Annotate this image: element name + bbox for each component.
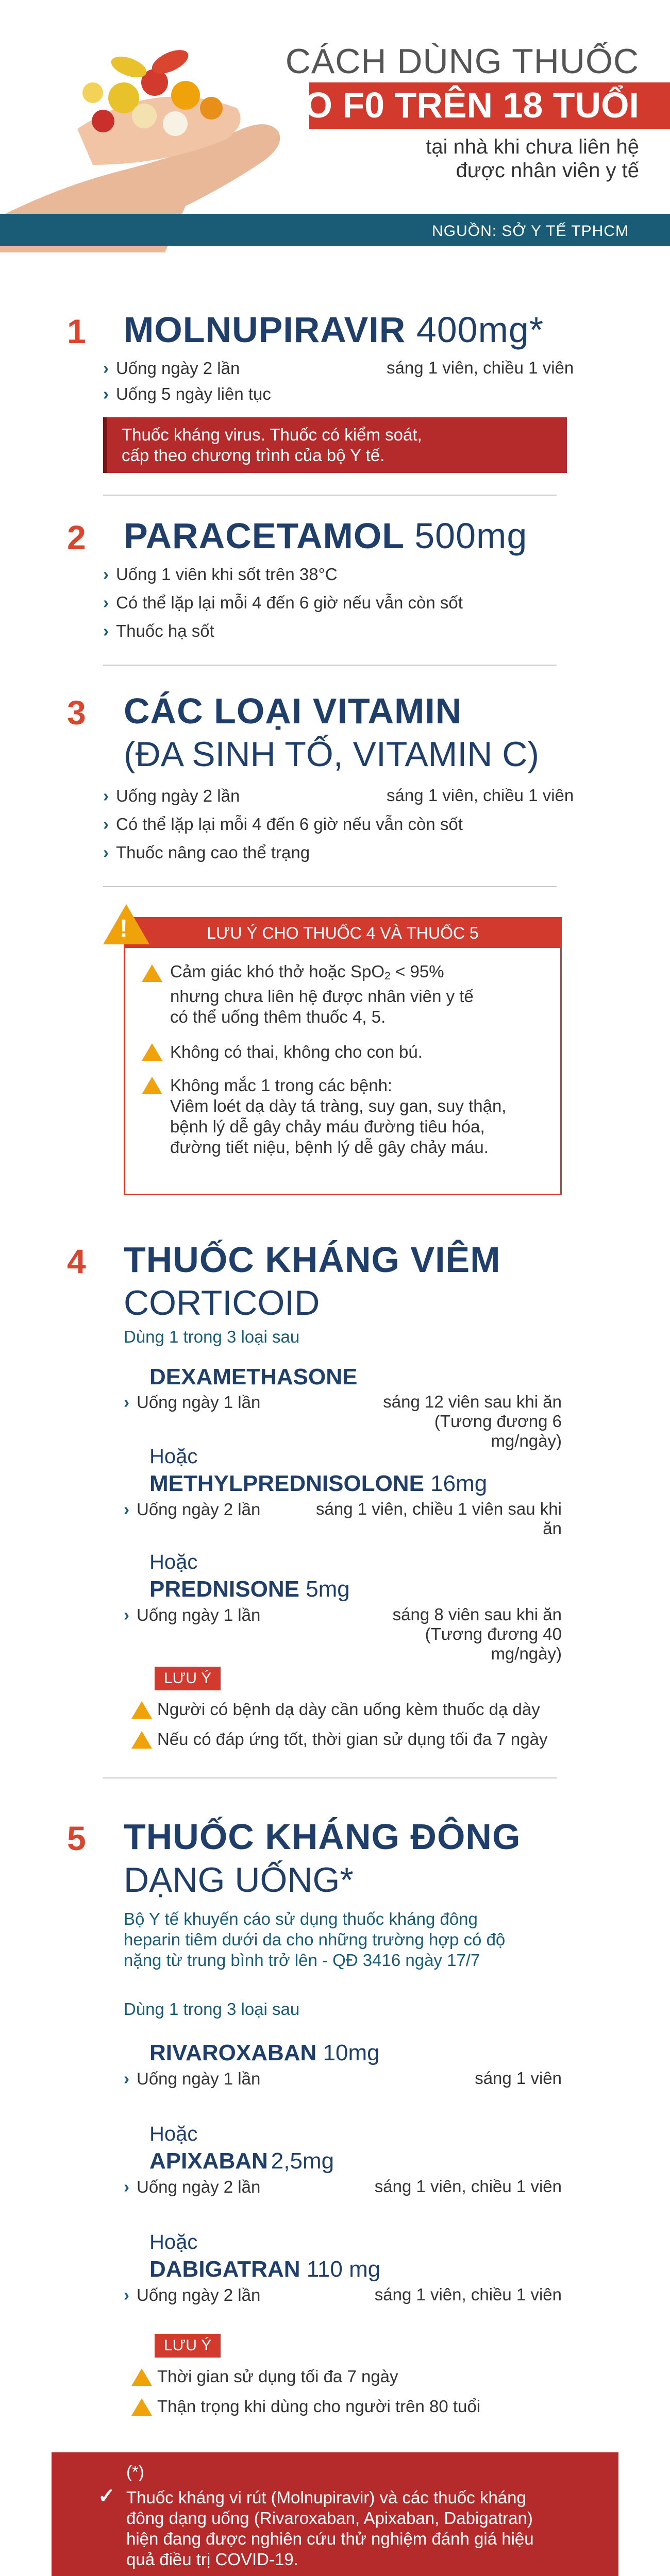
choose-one-note: Dùng 1 trong 3 loại sau [124, 1327, 300, 1346]
drug-name: PREDNISONE 5mg [149, 1577, 350, 1602]
chevron-right-icon: › [103, 359, 109, 378]
warning-item-3: Không mắc 1 trong các bệnh: Viêm loét dạ dày tá tràng, suy gan, suy thận, bệnh lý dễ gây chảy máu đường tiêu hóa, đường tiết niệu, bệnh lý dễ gây chảy máu. [170, 1076, 507, 1157]
chevron-right-icon: › [103, 843, 109, 862]
anticoagulant-recommendation: Bộ Y tế khuyến cáo sử dụng thuốc kháng đông heparin tiêm dưới da cho những trường hợp có độ nặng từ trung bình trở lên - QĐ 3416 ngày 17/7 [124, 1909, 506, 1970]
title-line-1: CÁCH DÙNG THUỐC [285, 42, 639, 81]
list-item: › Uống ngày 1 lần [124, 1393, 261, 1412]
dosage-schedule: sáng 1 viên, chiều 1 viên sau khi ăn [316, 1499, 562, 1538]
or-label: Hoặc [149, 2231, 198, 2253]
chevron-right-icon: › [103, 384, 109, 403]
chevron-right-icon: › [103, 593, 109, 612]
dosage-schedule: sáng 1 viên, chiều 1 viên [374, 2285, 562, 2304]
chevron-right-icon: › [124, 1393, 129, 1412]
list-item: › Uống ngày 1 lần [124, 2069, 261, 2088]
note-item: Nếu có đáp ứng tốt, thời gian sử dụng tối đa 7 ngày [157, 1730, 548, 1749]
section-5-number: 5 [67, 1819, 86, 1857]
divider [103, 1777, 557, 1778]
section-4-number: 4 [67, 1242, 86, 1280]
dosage-schedule: sáng 1 viên, chiều 1 viên [374, 2177, 562, 2196]
chevron-right-icon: › [124, 2285, 129, 2304]
warning-icon [142, 1043, 162, 1061]
section-5-title: THUỐC KHÁNG ĐÔNG [124, 1817, 521, 1857]
title-line-3 [426, 135, 639, 182]
chevron-right-icon: › [103, 815, 109, 834]
list-item: › Có thể lặp lại mỗi 4 đến 6 giờ nếu vẫn còn sốt [103, 593, 463, 612]
footnote-marker: (*) [126, 2462, 144, 2481]
warning-icon [131, 2398, 152, 2416]
chevron-right-icon: › [103, 621, 109, 640]
drug-name: RIVAROXABAN 10mg [149, 2040, 380, 2065]
note-label: LƯU Ý [155, 2334, 221, 2358]
note-item: Người có bệnh dạ dày cần uống kèm thuốc dạ dày [157, 1700, 540, 1719]
drug-name: APIXABAN 2,5mg [149, 2148, 334, 2174]
warning-icon [142, 1077, 162, 1094]
note-item: Thời gian sử dụng tối đa 7 ngày [157, 2367, 398, 2386]
divider [103, 495, 557, 496]
list-item: › Uống 5 ngày liên tục [103, 384, 271, 403]
list-item: › Uống ngày 2 lần [103, 359, 240, 378]
divider [103, 886, 557, 887]
divider [103, 665, 557, 666]
list-item: › Có thể lặp lại mỗi 4 đến 6 giờ nếu vẫn còn sốt [103, 815, 463, 834]
warning-icon [131, 1731, 152, 1749]
title-line-2: CHO F0 TRÊN 18 TUỔI [252, 85, 639, 125]
chevron-right-icon: › [124, 2177, 129, 2196]
section-3-subtitle: (ĐA SINH TỐ, VITAMIN C) [124, 735, 539, 774]
warning-header: LƯU Ý CHO THUỐC 4 VÀ THUỐC 5 [125, 919, 560, 948]
list-item: › Thuốc hạ sốt [103, 621, 214, 640]
warning-item-2: Không có thai, không cho con bú. [170, 1042, 423, 1061]
or-label: Hoặc [149, 2123, 198, 2145]
dosage-schedule: sáng 1 viên, chiều 1 viên [387, 786, 574, 805]
dosage-schedule: sáng 1 viên, chiều 1 viên [387, 358, 574, 377]
section-4-subtitle: CORTICOID [124, 1283, 320, 1323]
section-2-title [124, 515, 527, 556]
header [0, 0, 670, 252]
note-item: Thận trọng khi dùng cho người trên 80 tuổi [157, 2397, 481, 2416]
section-5-subtitle: DẠNG UỐNG* [124, 1860, 354, 1900]
section-4-title: THUỐC KHÁNG VIÊM [124, 1240, 501, 1280]
warning-icon [131, 1701, 152, 1719]
dosage-schedule: sáng 1 viên [475, 2069, 562, 2088]
chevron-right-icon: › [124, 1605, 129, 1624]
drug-name: MOLNUPIRAVIR [124, 310, 406, 350]
source-text: NGUỒN: SỞ Y TẾ TPHCM [432, 223, 629, 240]
note-label: LƯU Ý [155, 1667, 221, 1690]
list-item: › Uống ngày 2 lần [124, 2177, 261, 2196]
dosage-schedule: sáng 8 viên sau khi ăn (Tương đương 40 mg/ngày) [392, 1605, 562, 1663]
warning-item-1: Cảm giác khó thở hoặc SpO2 < 95% nhưng chưa liên hệ được nhân viên y tế có thể uống thêm thuốc 4, 5. [170, 962, 474, 1026]
choose-one-note: Dùng 1 trong 3 loại sau [124, 1999, 300, 2019]
subtitle-line-a: tại nhà khi chưa liên hệ [426, 135, 639, 158]
section-1-title [124, 309, 544, 350]
drug-name: DABIGATRAN 110 mg [149, 2257, 381, 2282]
exclamation-icon: ! [120, 915, 128, 942]
drug-name: DEXAMETHASONE [149, 1364, 358, 1389]
section-1-number: 1 [67, 312, 86, 350]
chevron-right-icon: › [124, 1500, 129, 1519]
checkmark-icon: ✓ [98, 2485, 115, 2507]
or-label: Hoặc [149, 1551, 198, 1573]
list-item: › Uống ngày 2 lần [124, 2285, 261, 2304]
or-label: Hoặc [149, 1445, 198, 1468]
drug-name: PARACETAMOL [124, 516, 404, 556]
drug-name: METHYLPREDNISOLONE 16mg [149, 1471, 488, 1496]
section-3-number: 3 [67, 693, 86, 732]
list-item: › Uống ngày 2 lần [124, 1500, 261, 1519]
chevron-right-icon: › [124, 2069, 129, 2088]
warning-icon [131, 2368, 152, 2386]
subtitle-line-b: được nhân viên y tế [456, 159, 639, 182]
section-2-number: 2 [67, 518, 86, 556]
list-item: › Thuốc nâng cao thể trạng [103, 843, 310, 862]
dosage-schedule: sáng 12 viên sau khi ăn (Tương đương 6 mg/ngày) [383, 1392, 562, 1450]
warning-icon [142, 964, 162, 982]
drug-note-box: Thuốc kháng virus. Thuốc có kiểm soát, cấp theo chương trình của bộ Y tế. [103, 417, 567, 473]
drug-dose: 400mg* [416, 310, 544, 350]
list-item: › Uống ngày 2 lần [103, 786, 240, 805]
list-item: › Uống ngày 1 lần [124, 1605, 261, 1624]
drug-dose: 500mg [414, 516, 528, 556]
footnote-paragraph-1: Thuốc kháng vi rút (Molnupiravir) và các thuốc kháng đông dạng uống (Rivaroxaban, Apixaban, Dabigatran) hiện đang được nghiên cứu thử nghiệm đánh giá hiệu quả điều trị COVID-19. [126, 2488, 534, 2569]
list-item: › Uống 1 viên khi sốt trên 38°C [103, 565, 338, 584]
chevron-right-icon: › [103, 786, 109, 805]
section-3-title: CÁC LOẠI VITAMIN [124, 691, 462, 731]
chevron-right-icon: › [103, 565, 109, 584]
